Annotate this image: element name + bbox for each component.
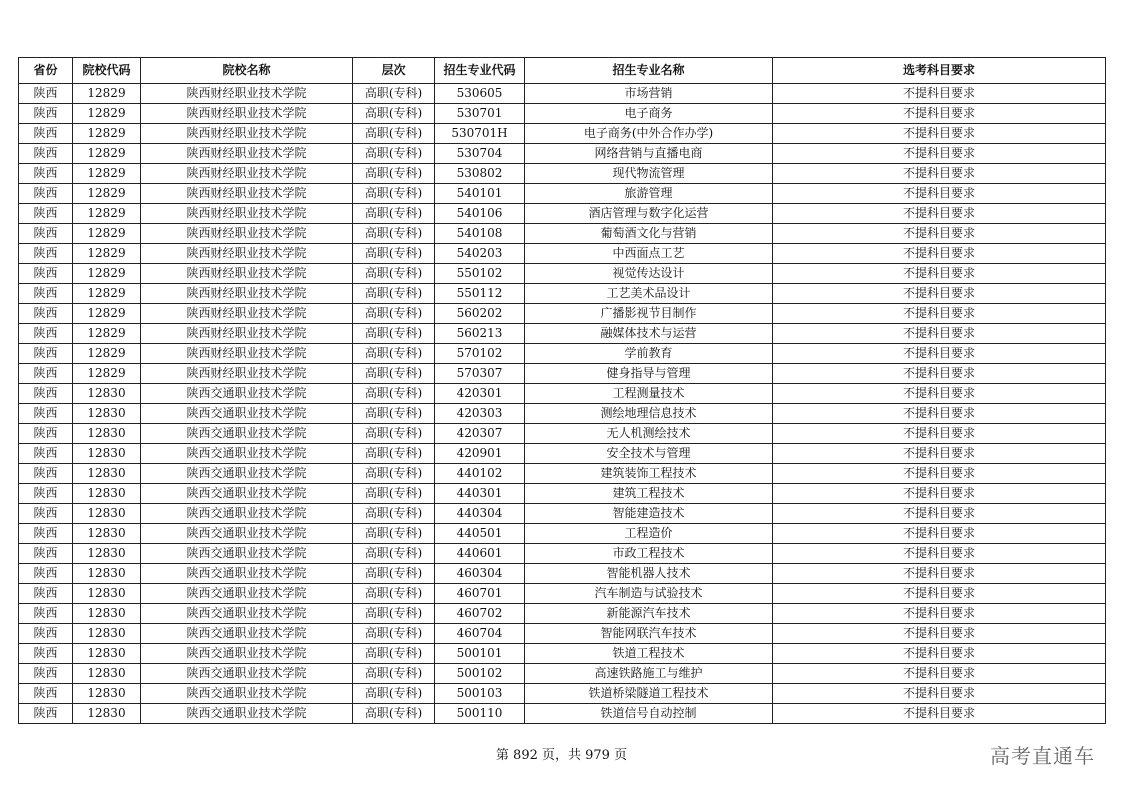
cell-school-code: 12830 xyxy=(73,384,141,404)
cell-school-code: 12829 xyxy=(73,204,141,224)
cell-level: 高职(专科) xyxy=(353,484,435,504)
cell-province: 陕西 xyxy=(19,684,73,704)
cell-school-code: 12830 xyxy=(73,544,141,564)
cell-major-name: 广播影视节目制作 xyxy=(525,304,773,324)
cell-level: 高职(专科) xyxy=(353,184,435,204)
cell-major-name: 网络营销与直播电商 xyxy=(525,144,773,164)
table-row xyxy=(19,264,1106,284)
cell-subject-requirement: 不提科目要求 xyxy=(773,164,1106,184)
cell-major-code: 560202 xyxy=(435,304,525,324)
cell-major-name: 学前教育 xyxy=(525,344,773,364)
cell-school-code: 12830 xyxy=(73,624,141,644)
cell-major-name: 安全技术与管理 xyxy=(525,444,773,464)
cell-major-code: 460702 xyxy=(435,604,525,624)
cell-major-name: 电子商务 xyxy=(525,104,773,124)
cell-school-code: 12830 xyxy=(73,664,141,684)
cell-subject-requirement: 不提科目要求 xyxy=(773,604,1106,624)
cell-major-code: 530605 xyxy=(435,84,525,104)
cell-major-name: 建筑工程技术 xyxy=(525,484,773,504)
cell-major-code: 530704 xyxy=(435,144,525,164)
cell-province: 陕西 xyxy=(19,604,73,624)
cell-province: 陕西 xyxy=(19,664,73,684)
cell-level: 高职(专科) xyxy=(353,104,435,124)
cell-province: 陕西 xyxy=(19,444,73,464)
cell-subject-requirement: 不提科目要求 xyxy=(773,84,1106,104)
page-number: 第 892 页，共 979 页 xyxy=(495,748,628,763)
table-row xyxy=(19,484,1106,504)
cell-major-code: 500103 xyxy=(435,684,525,704)
table-row xyxy=(19,684,1106,704)
cell-school-name: 陕西交通职业技术学院 xyxy=(141,644,353,664)
cell-major-code: 460304 xyxy=(435,564,525,584)
cell-subject-requirement: 不提科目要求 xyxy=(773,424,1106,444)
cell-school-name: 陕西交通职业技术学院 xyxy=(141,424,353,444)
cell-subject-requirement: 不提科目要求 xyxy=(773,384,1106,404)
cell-school-code: 12829 xyxy=(73,184,141,204)
cell-level: 高职(专科) xyxy=(353,124,435,144)
cell-level: 高职(专科) xyxy=(353,444,435,464)
cell-major-name: 建筑装饰工程技术 xyxy=(525,464,773,484)
cell-major-name: 葡萄酒文化与营销 xyxy=(525,224,773,244)
cell-province: 陕西 xyxy=(19,204,73,224)
cell-school-code: 12829 xyxy=(73,344,141,364)
cell-major-name: 汽车制造与试验技术 xyxy=(525,584,773,604)
cell-province: 陕西 xyxy=(19,364,73,384)
cell-school-code: 12830 xyxy=(73,404,141,424)
cell-major-code: 440601 xyxy=(435,544,525,564)
cell-province: 陕西 xyxy=(19,124,73,144)
cell-school-name: 陕西交通职业技术学院 xyxy=(141,524,353,544)
cell-subject-requirement: 不提科目要求 xyxy=(773,564,1106,584)
cell-school-code: 12830 xyxy=(73,424,141,444)
header-major-name: 招生专业名称 xyxy=(525,58,773,84)
cell-province: 陕西 xyxy=(19,284,73,304)
cell-major-name: 新能源汽车技术 xyxy=(525,604,773,624)
cell-subject-requirement: 不提科目要求 xyxy=(773,344,1106,364)
cell-school-code: 12830 xyxy=(73,584,141,604)
cell-school-name: 陕西交通职业技术学院 xyxy=(141,404,353,424)
table-row xyxy=(19,344,1106,364)
cell-school-name: 陕西交通职业技术学院 xyxy=(141,384,353,404)
table-row xyxy=(19,444,1106,464)
cell-school-name: 陕西财经职业技术学院 xyxy=(141,284,353,304)
cell-subject-requirement: 不提科目要求 xyxy=(773,404,1106,424)
cell-level: 高职(专科) xyxy=(353,244,435,264)
table-row xyxy=(19,504,1106,524)
table-body xyxy=(19,84,1106,724)
cell-level: 高职(专科) xyxy=(353,504,435,524)
cell-level: 高职(专科) xyxy=(353,204,435,224)
cell-school-name: 陕西交通职业技术学院 xyxy=(141,464,353,484)
cell-major-code: 570307 xyxy=(435,364,525,384)
cell-level: 高职(专科) xyxy=(353,544,435,564)
cell-school-name: 陕西财经职业技术学院 xyxy=(141,324,353,344)
cell-province: 陕西 xyxy=(19,524,73,544)
table-row xyxy=(19,544,1106,564)
cell-major-name: 高速铁路施工与维护 xyxy=(525,664,773,684)
table-row xyxy=(19,644,1106,664)
cell-school-code: 12829 xyxy=(73,84,141,104)
cell-major-code: 440102 xyxy=(435,464,525,484)
cell-school-code: 12829 xyxy=(73,364,141,384)
cell-level: 高职(专科) xyxy=(353,164,435,184)
cell-subject-requirement: 不提科目要求 xyxy=(773,664,1106,684)
cell-school-name: 陕西财经职业技术学院 xyxy=(141,244,353,264)
cell-level: 高职(专科) xyxy=(353,84,435,104)
cell-subject-requirement: 不提科目要求 xyxy=(773,684,1106,704)
cell-major-code: 460701 xyxy=(435,584,525,604)
cell-subject-requirement: 不提科目要求 xyxy=(773,184,1106,204)
cell-subject-requirement: 不提科目要求 xyxy=(773,584,1106,604)
cell-subject-requirement: 不提科目要求 xyxy=(773,324,1106,344)
cell-level: 高职(专科) xyxy=(353,524,435,544)
cell-school-name: 陕西交通职业技术学院 xyxy=(141,584,353,604)
table-row xyxy=(19,404,1106,424)
cell-major-code: 500110 xyxy=(435,704,525,724)
cell-province: 陕西 xyxy=(19,304,73,324)
cell-subject-requirement: 不提科目要求 xyxy=(773,204,1106,224)
cell-province: 陕西 xyxy=(19,324,73,344)
table-row xyxy=(19,324,1106,344)
cell-major-name: 铁道工程技术 xyxy=(525,644,773,664)
cell-school-code: 12829 xyxy=(73,124,141,144)
table-header xyxy=(19,58,1106,84)
cell-school-code: 12830 xyxy=(73,564,141,584)
cell-major-name: 中西面点工艺 xyxy=(525,244,773,264)
cell-major-name: 工程测量技术 xyxy=(525,384,773,404)
cell-major-name: 智能机器人技术 xyxy=(525,564,773,584)
cell-subject-requirement: 不提科目要求 xyxy=(773,144,1106,164)
cell-subject-requirement: 不提科目要求 xyxy=(773,224,1106,244)
cell-major-code: 500102 xyxy=(435,664,525,684)
cell-school-name: 陕西财经职业技术学院 xyxy=(141,204,353,224)
cell-level: 高职(专科) xyxy=(353,604,435,624)
cell-major-code: 530802 xyxy=(435,164,525,184)
table-row xyxy=(19,464,1106,484)
cell-subject-requirement: 不提科目要求 xyxy=(773,304,1106,324)
cell-school-name: 陕西财经职业技术学院 xyxy=(141,144,353,164)
watermark: 高考直通车 xyxy=(990,744,1095,768)
cell-level: 高职(专科) xyxy=(353,424,435,444)
cell-major-name: 旅游管理 xyxy=(525,184,773,204)
cell-school-name: 陕西财经职业技术学院 xyxy=(141,164,353,184)
table-row xyxy=(19,704,1106,724)
header-school-name: 院校名称 xyxy=(141,58,353,84)
cell-school-code: 12830 xyxy=(73,684,141,704)
table-row xyxy=(19,624,1106,644)
cell-school-name: 陕西财经职业技术学院 xyxy=(141,344,353,364)
cell-school-name: 陕西交通职业技术学院 xyxy=(141,444,353,464)
cell-school-name: 陕西交通职业技术学院 xyxy=(141,604,353,624)
cell-major-name: 市政工程技术 xyxy=(525,544,773,564)
cell-major-code: 530701 xyxy=(435,104,525,124)
cell-province: 陕西 xyxy=(19,84,73,104)
table-row xyxy=(19,284,1106,304)
cell-province: 陕西 xyxy=(19,224,73,244)
cell-province: 陕西 xyxy=(19,104,73,124)
cell-major-code: 420301 xyxy=(435,384,525,404)
cell-subject-requirement: 不提科目要求 xyxy=(773,104,1106,124)
header-major-code: 招生专业代码 xyxy=(435,58,525,84)
cell-major-name: 融媒体技术与运营 xyxy=(525,324,773,344)
cell-school-name: 陕西交通职业技术学院 xyxy=(141,564,353,584)
table-row xyxy=(19,144,1106,164)
table-row xyxy=(19,244,1106,264)
cell-major-name: 智能网联汽车技术 xyxy=(525,624,773,644)
table-row xyxy=(19,164,1106,184)
cell-level: 高职(专科) xyxy=(353,464,435,484)
cell-major-code: 540108 xyxy=(435,224,525,244)
table-row xyxy=(19,424,1106,444)
cell-level: 高职(专科) xyxy=(353,304,435,324)
cell-major-code: 500101 xyxy=(435,644,525,664)
cell-school-name: 陕西财经职业技术学院 xyxy=(141,84,353,104)
header-level: 层次 xyxy=(353,58,435,84)
header-row xyxy=(19,58,1106,84)
cell-school-code: 12829 xyxy=(73,144,141,164)
cell-school-code: 12829 xyxy=(73,324,141,344)
cell-level: 高职(专科) xyxy=(353,404,435,424)
cell-subject-requirement: 不提科目要求 xyxy=(773,284,1106,304)
cell-school-code: 12830 xyxy=(73,484,141,504)
admission-table xyxy=(18,57,1106,724)
cell-province: 陕西 xyxy=(19,344,73,364)
cell-level: 高职(专科) xyxy=(353,644,435,664)
cell-school-code: 12829 xyxy=(73,164,141,184)
cell-province: 陕西 xyxy=(19,544,73,564)
cell-school-code: 12829 xyxy=(73,244,141,264)
cell-level: 高职(专科) xyxy=(353,224,435,244)
cell-subject-requirement: 不提科目要求 xyxy=(773,504,1106,524)
cell-subject-requirement: 不提科目要求 xyxy=(773,124,1106,144)
cell-province: 陕西 xyxy=(19,244,73,264)
cell-school-code: 12830 xyxy=(73,604,141,624)
cell-school-name: 陕西交通职业技术学院 xyxy=(141,624,353,644)
cell-school-name: 陕西交通职业技术学院 xyxy=(141,684,353,704)
cell-subject-requirement: 不提科目要求 xyxy=(773,444,1106,464)
cell-level: 高职(专科) xyxy=(353,684,435,704)
cell-subject-requirement: 不提科目要求 xyxy=(773,464,1106,484)
cell-major-name: 铁道桥梁隧道工程技术 xyxy=(525,684,773,704)
cell-school-code: 12829 xyxy=(73,104,141,124)
table-row xyxy=(19,224,1106,244)
cell-major-code: 440304 xyxy=(435,504,525,524)
cell-school-code: 12830 xyxy=(73,504,141,524)
cell-province: 陕西 xyxy=(19,624,73,644)
cell-school-name: 陕西财经职业技术学院 xyxy=(141,184,353,204)
cell-level: 高职(专科) xyxy=(353,704,435,724)
cell-school-name: 陕西交通职业技术学院 xyxy=(141,484,353,504)
cell-major-name: 无人机测绘技术 xyxy=(525,424,773,444)
cell-major-code: 560213 xyxy=(435,324,525,344)
cell-school-name: 陕西财经职业技术学院 xyxy=(141,304,353,324)
cell-school-name: 陕西财经职业技术学院 xyxy=(141,364,353,384)
cell-level: 高职(专科) xyxy=(353,284,435,304)
cell-level: 高职(专科) xyxy=(353,324,435,344)
cell-level: 高职(专科) xyxy=(353,664,435,684)
cell-school-name: 陕西交通职业技术学院 xyxy=(141,544,353,564)
table-row xyxy=(19,384,1106,404)
cell-major-code: 540101 xyxy=(435,184,525,204)
cell-school-code: 12829 xyxy=(73,304,141,324)
table-row xyxy=(19,664,1106,684)
cell-school-name: 陕西交通职业技术学院 xyxy=(141,504,353,524)
cell-province: 陕西 xyxy=(19,704,73,724)
cell-school-code: 12830 xyxy=(73,444,141,464)
cell-major-code: 530701H xyxy=(435,124,525,144)
cell-school-code: 12830 xyxy=(73,524,141,544)
cell-subject-requirement: 不提科目要求 xyxy=(773,524,1106,544)
cell-major-name: 健身指导与管理 xyxy=(525,364,773,384)
cell-school-name: 陕西财经职业技术学院 xyxy=(141,124,353,144)
cell-subject-requirement: 不提科目要求 xyxy=(773,264,1106,284)
cell-major-name: 铁道信号自动控制 xyxy=(525,704,773,724)
cell-subject-requirement: 不提科目要求 xyxy=(773,484,1106,504)
table-row xyxy=(19,604,1106,624)
cell-major-code: 540106 xyxy=(435,204,525,224)
cell-province: 陕西 xyxy=(19,384,73,404)
cell-school-code: 12830 xyxy=(73,464,141,484)
table-row xyxy=(19,304,1106,324)
cell-province: 陕西 xyxy=(19,404,73,424)
cell-major-code: 420307 xyxy=(435,424,525,444)
cell-major-name: 电子商务(中外合作办学) xyxy=(525,124,773,144)
cell-major-code: 540203 xyxy=(435,244,525,264)
table-row xyxy=(19,104,1106,124)
cell-major-code: 440501 xyxy=(435,524,525,544)
table-row xyxy=(19,524,1106,544)
cell-school-name: 陕西财经职业技术学院 xyxy=(141,224,353,244)
cell-school-code: 12829 xyxy=(73,264,141,284)
cell-school-code: 12830 xyxy=(73,704,141,724)
table-row xyxy=(19,364,1106,384)
cell-major-code: 570102 xyxy=(435,344,525,364)
header-province: 省份 xyxy=(19,58,73,84)
cell-major-name: 现代物流管理 xyxy=(525,164,773,184)
cell-subject-requirement: 不提科目要求 xyxy=(773,644,1106,664)
cell-major-code: 440301 xyxy=(435,484,525,504)
cell-province: 陕西 xyxy=(19,264,73,284)
cell-subject-requirement: 不提科目要求 xyxy=(773,244,1106,264)
cell-level: 高职(专科) xyxy=(353,624,435,644)
cell-school-name: 陕西财经职业技术学院 xyxy=(141,104,353,124)
cell-province: 陕西 xyxy=(19,184,73,204)
table-row xyxy=(19,584,1106,604)
cell-major-code: 420901 xyxy=(435,444,525,464)
cell-level: 高职(专科) xyxy=(353,264,435,284)
table-row xyxy=(19,124,1106,144)
header-school-code: 院校代码 xyxy=(73,58,141,84)
cell-school-name: 陕西交通职业技术学院 xyxy=(141,664,353,684)
table-row xyxy=(19,204,1106,224)
cell-province: 陕西 xyxy=(19,644,73,664)
cell-subject-requirement: 不提科目要求 xyxy=(773,624,1106,644)
table-row xyxy=(19,84,1106,104)
cell-level: 高职(专科) xyxy=(353,364,435,384)
cell-province: 陕西 xyxy=(19,464,73,484)
cell-major-code: 550112 xyxy=(435,284,525,304)
cell-subject-requirement: 不提科目要求 xyxy=(773,364,1106,384)
cell-major-name: 工程造价 xyxy=(525,524,773,544)
cell-province: 陕西 xyxy=(19,564,73,584)
header-subject-requirement: 选考科目要求 xyxy=(773,58,1106,84)
cell-province: 陕西 xyxy=(19,164,73,184)
cell-province: 陕西 xyxy=(19,424,73,444)
cell-level: 高职(专科) xyxy=(353,564,435,584)
cell-level: 高职(专科) xyxy=(353,384,435,404)
cell-school-code: 12829 xyxy=(73,224,141,244)
cell-level: 高职(专科) xyxy=(353,344,435,364)
cell-major-name: 智能建造技术 xyxy=(525,504,773,524)
cell-subject-requirement: 不提科目要求 xyxy=(773,544,1106,564)
cell-school-name: 陕西交通职业技术学院 xyxy=(141,704,353,724)
cell-level: 高职(专科) xyxy=(353,584,435,604)
table-row xyxy=(19,184,1106,204)
cell-school-code: 12829 xyxy=(73,284,141,304)
cell-province: 陕西 xyxy=(19,504,73,524)
cell-school-name: 陕西财经职业技术学院 xyxy=(141,264,353,284)
cell-major-name: 工艺美术品设计 xyxy=(525,284,773,304)
table-row xyxy=(19,564,1106,584)
cell-major-code: 460704 xyxy=(435,624,525,644)
cell-level: 高职(专科) xyxy=(353,144,435,164)
cell-major-name: 市场营销 xyxy=(525,84,773,104)
cell-major-code: 550102 xyxy=(435,264,525,284)
cell-subject-requirement: 不提科目要求 xyxy=(773,704,1106,724)
cell-major-code: 420303 xyxy=(435,404,525,424)
cell-province: 陕西 xyxy=(19,584,73,604)
cell-major-name: 测绘地理信息技术 xyxy=(525,404,773,424)
cell-province: 陕西 xyxy=(19,484,73,504)
cell-major-name: 视觉传达设计 xyxy=(525,264,773,284)
cell-school-code: 12830 xyxy=(73,644,141,664)
cell-province: 陕西 xyxy=(19,144,73,164)
cell-major-name: 酒店管理与数字化运营 xyxy=(525,204,773,224)
